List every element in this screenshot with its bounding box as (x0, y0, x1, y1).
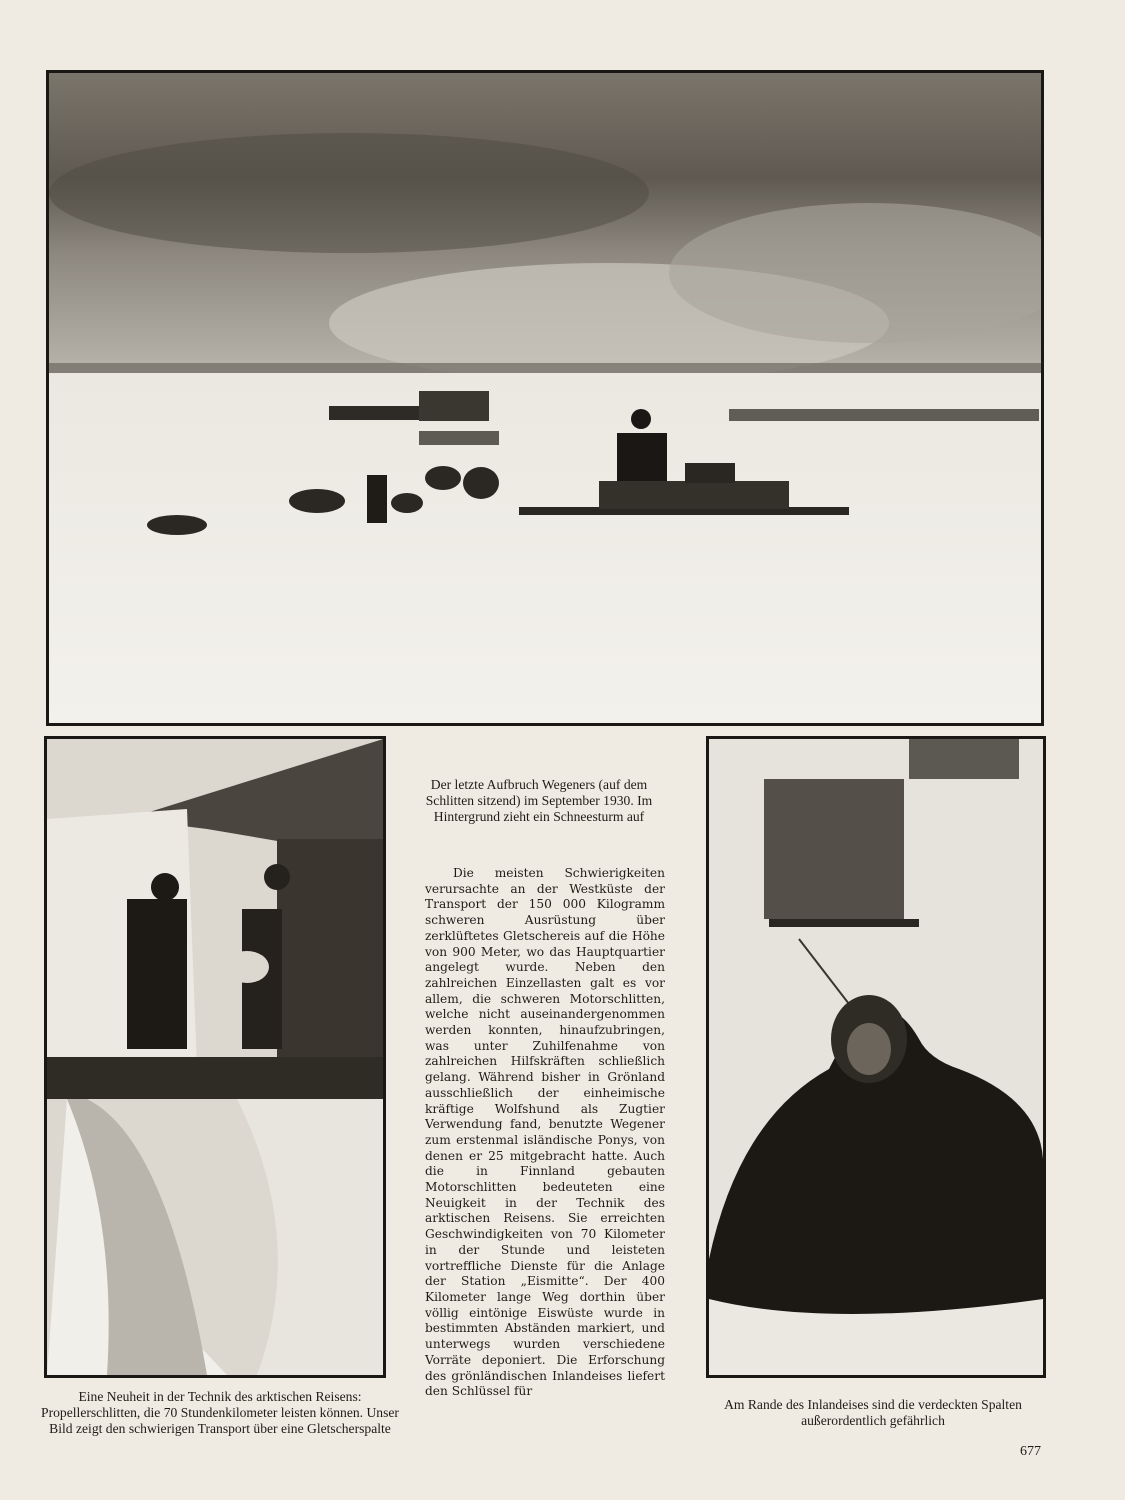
photo-propeller-sled (44, 736, 386, 1378)
photo-sledge-expedition (46, 70, 1044, 726)
caption-top-photo: Der letzte Aufbruch Wegeners (auf dem Schlitten sitzend) im September 1930. Im Hintergrund zieht ein Schneesturm auf (425, 777, 653, 824)
caption-left-photo: Eine Neuheit in der Technik des arktischen Reisens: Propellerschlitten, die 70 Stundenkilometer leisten können. Unser Bild zeigt den schwierigen Transport über eine Gletscherspalte (41, 1389, 399, 1436)
page-number: 677 (1020, 1444, 1041, 1459)
article-body: Die meisten Schwierigkeiten verursachte an der Westküste der Transport der 150 000 Kilogramm schweren Ausrüstung über zerklüftetes Gletschereis auf die Höhe von 900 Meter, wo das Hauptquartier angelegt wurde. Neben den zahlreichen Einzellasten galt es vor allem, die schweren Motorschlitten, welche nicht auseinandergenommen werden konnten, hinaufzubringen, was unter Zuhilfenahme von zahlreichen Hilfskräften schließlich gelang. Während bisher in Grönland ausschließlich der einheimische kräftige Wolfshund als Zugtier Verwendung fand, benutzte Wegener zum erstenmal isländische Ponys, von denen er 25 mitgebracht hatte. Auch die in Finnland gebauten Motorschlitten bedeuteten eine Neuigkeit in der Technik des arktischen Reisens. Sie erreichten Geschwindigkeiten von 70 Kilometer in der Stunde und leisteten vortreffliche Dienste für die Anlage der Station „Eismitte“. Der 400 Kilometer lange Weg dorthin über völlig eintönige Eiswüste wurde in bestimmten Abständen markiert, und unterwegs wurden verschiedene Vorräte deponiert. Die Erforschung des grönländischen Inlandeises liefert den Schlüssel für (425, 866, 665, 1399)
caption-right-photo: Am Rande des Inlandeises sind die verdeckten Spalten außerordentlich gefährlich (724, 1397, 1022, 1428)
photo-man-in-snow (706, 736, 1046, 1378)
